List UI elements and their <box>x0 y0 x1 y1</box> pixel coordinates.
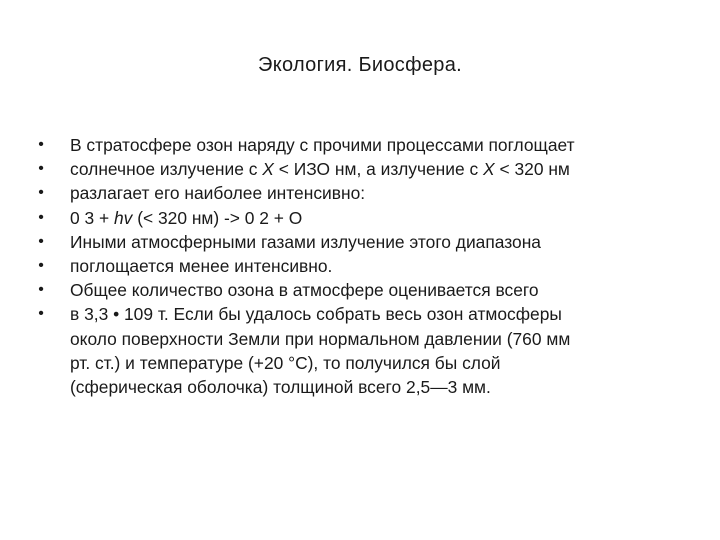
bullet-icon: • <box>38 281 44 299</box>
variable-x: X <box>262 159 274 180</box>
bullet-text: Иными атмосферными газами излучение этого диапазона <box>70 231 541 252</box>
bullet-icon: • <box>38 305 44 323</box>
bullet-text: В стратосфере озон наряду с прочими процессами поглощает <box>70 135 575 155</box>
bullet-item <box>36 278 676 302</box>
bullet-item <box>36 302 676 399</box>
bullet-list <box>36 133 676 399</box>
bullet-item <box>36 133 676 157</box>
bullet-line: в 3,3 • 109 т. Если бы удалось собрать весь озон атмосферы <box>70 304 562 325</box>
bullet-line: рт. ст.) и температуре (+20 °С), то получился бы слой <box>70 352 501 373</box>
bullet-icon: • <box>38 208 44 226</box>
bullet-item <box>36 254 676 278</box>
bullet-text: < 320 нм <box>494 159 570 180</box>
bullet-text: Общее количество озона в атмосфере оценивается всего <box>70 280 539 301</box>
bullet-text: разлагает его наиболее интенсивно: <box>70 183 366 204</box>
bullet-icon: • <box>38 232 44 250</box>
bullet-text: поглощается менее интенсивно. <box>70 256 333 277</box>
bullet-text: (< 320 нм) -> 0 2 + О <box>132 207 303 228</box>
bullet-text: солнечное излучение с <box>70 159 263 180</box>
variable-x: X <box>483 159 495 180</box>
bullet-icon: • <box>38 136 44 153</box>
bullet-line: (сферическая оболочка) толщиной всего 2,5—3 мм. <box>70 377 491 398</box>
slide-title: Экология. Биосфера. <box>258 54 462 76</box>
bullet-item <box>36 181 676 205</box>
bullet-item <box>36 230 676 254</box>
bullet-item <box>36 206 676 230</box>
bullet-item <box>36 157 676 181</box>
bullet-text: < ИЗО нм, а излучение с <box>273 159 484 180</box>
variable-hv: hv <box>114 207 133 228</box>
bullet-text: 0 3 + <box>70 207 114 228</box>
bullet-icon: • <box>38 160 44 178</box>
bullet-icon: • <box>38 257 44 275</box>
bullet-line: около поверхности Земли при нормальном давлении (760 мм <box>70 328 571 349</box>
bullet-icon: • <box>38 184 44 202</box>
